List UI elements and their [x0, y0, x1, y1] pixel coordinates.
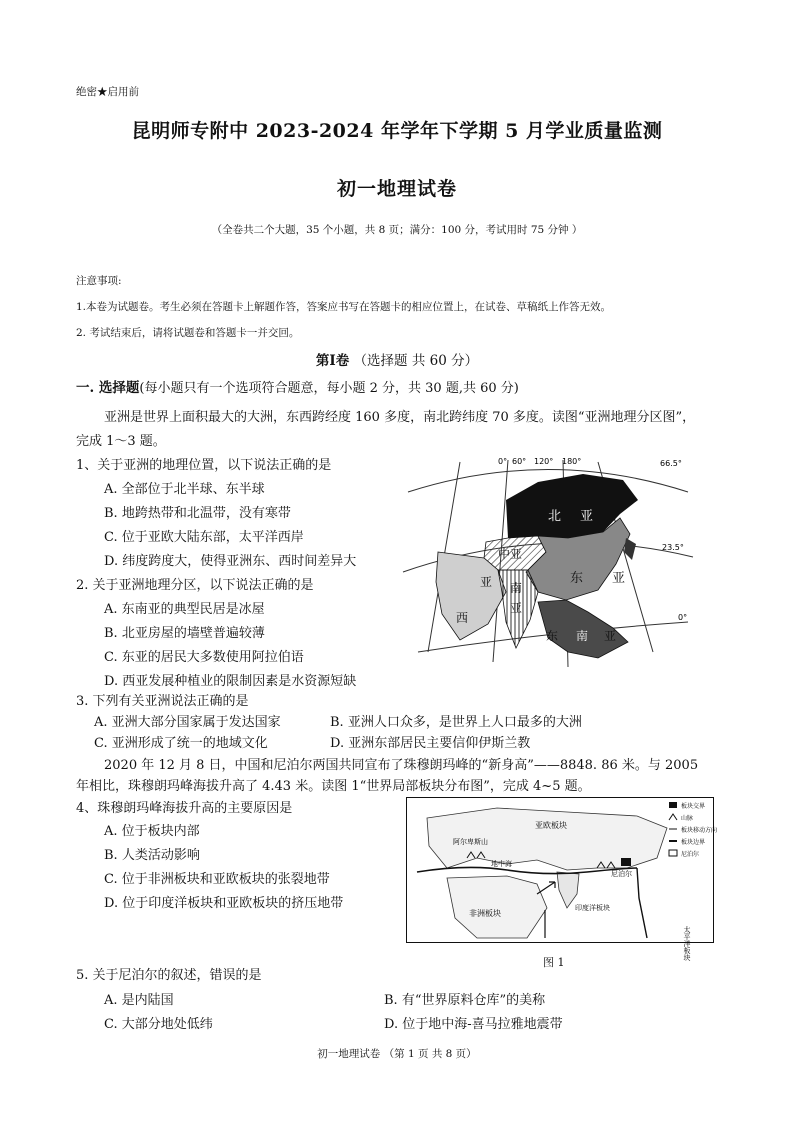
lat-label-23: 23.5° [662, 543, 684, 552]
question-2-option-d[interactable]: D. 西亚发展种植业的限制因素是水资源短缺 [104, 674, 357, 689]
exam-title: 昆明师专附中 2023-2024 年学年下学期 5 月学业质量监测 [131, 120, 663, 142]
label-mediterranean: 地中海 [491, 860, 512, 868]
label-west-2: 亚 [480, 575, 493, 589]
label-pacific-plate: 太平洋板块 [683, 926, 691, 961]
legend-item-5: 尼泊尔 [681, 851, 700, 858]
india-landmass [557, 872, 579, 908]
label-southeast-2: 南 [576, 629, 589, 643]
question-4-option-a[interactable]: A. 位于板块内部 [104, 824, 200, 839]
question-1-option-a[interactable]: A. 全部位于北半球、东半球 [104, 482, 265, 497]
label-east-2: 亚 [612, 571, 626, 586]
note-item-1: 1.本卷为试题卷。考生必须在答题卡上解题作答，答案应书写在答题卡的相应位置上，在试卷、草稿纸上作答无效。 [76, 301, 612, 313]
nepal-marker [621, 858, 631, 866]
question-4-option-b[interactable]: B. 人类活动影响 [104, 848, 200, 863]
question-3-option-c[interactable]: C. 亚洲形成了统一的地域文化 [94, 736, 268, 751]
question-1-option-c[interactable]: C. 位于亚欧大陆东部，太平洋西岸 [104, 530, 304, 545]
question-1-option-d[interactable]: D. 纬度跨度大，使得亚洲东、西时间差异大 [104, 554, 357, 569]
legend-swatch-2 [669, 814, 677, 820]
question-3-stem: 3. 下列有关亚洲说法正确的是 [76, 694, 249, 709]
question-2-option-b[interactable]: B. 北亚房屋的墙壁普遍较薄 [104, 626, 265, 641]
plate-distribution-map [406, 797, 718, 961]
question-1-stem: 1、关于亚洲的地理位置，以下说法正确的是 [76, 458, 332, 473]
label-west-1: 西 [456, 611, 469, 625]
question-4-option-d[interactable]: D. 位于印度洋板块和亚欧板块的挤压地带 [104, 896, 344, 911]
legend-item-2: 山脉 [681, 815, 694, 822]
label-alps: 阿尔卑斯山 [453, 838, 488, 846]
question-1-option-b[interactable]: B. 地跨热带和北温带，没有寒带 [104, 506, 291, 521]
question-2-stem: 2. 关于亚洲地理分区，以下说法正确的是 [76, 578, 314, 593]
notes-heading: 注意事项: [76, 275, 122, 287]
asia-region-map [398, 452, 698, 682]
question-3-option-d[interactable]: D. 亚洲东部居民主要信仰伊斯兰教 [330, 736, 531, 751]
label-south-2: 亚 [510, 601, 523, 615]
exam-meta: （全卷共二个大题，35 个小题，共 8 页；满分：100 分，考试用时 75 分钟 ） [211, 224, 583, 236]
section-label: 一. 选择题 [76, 380, 140, 396]
lat-label-0: 0° [678, 613, 688, 622]
label-north-2: 亚 [580, 509, 594, 524]
section-desc: (每小题只有一个选项符合题意，每小题 2 分，共 30 题,共 60 分) [139, 381, 519, 396]
asia-map-svg [398, 452, 698, 682]
plate-map-legend [669, 802, 717, 858]
lon-label-60: 60° [512, 457, 527, 466]
intro2-line2: 年相比，珠穆朗玛峰海拔升高了 4.43 米。读图 1“世界局部板块分布图”，完成 4~5 题。 [76, 779, 591, 794]
note-item-2: 2. 考试结束后，请将试题卷和答题卡一并交回。 [76, 327, 300, 339]
label-central: 中亚 [498, 547, 523, 561]
question-3-option-a[interactable]: A. 亚洲大部分国家属于发达国家 [94, 715, 281, 730]
part1-heading [0, 349, 794, 369]
label-nepal: 尼泊尔 [611, 870, 632, 878]
lat-label-66: 66.5° [660, 459, 682, 468]
exam-subtitle: 初一地理试卷 [336, 178, 457, 200]
legend-item-1: 板块交界 [681, 803, 706, 810]
question-4-option-c[interactable]: C. 位于非洲板块和亚欧板块的张裂地带 [104, 872, 330, 887]
plate-boundary-east [637, 868, 647, 938]
lon-label-180: 180° [562, 457, 582, 466]
intro1-line2: 完成 1～3 题。 [76, 434, 166, 449]
lon-label-120: 120° [534, 457, 554, 466]
plate-map-svg [407, 798, 718, 961]
label-southeast-1: 东 [546, 629, 559, 643]
label-indian-plate: 印度洋板块 [575, 904, 610, 912]
lon-label-0: 0° [498, 457, 508, 466]
africa-landmass [447, 876, 547, 938]
label-north-1: 北 [548, 509, 562, 524]
question-2-option-a[interactable]: A. 东南亚的典型民居是冰屋 [104, 602, 265, 617]
page-footer: 初一地理试卷 （第 1 页 共 8 页） [317, 1048, 477, 1060]
part1-subtitle: （选择题 共 60 分） [353, 353, 479, 369]
label-africa-plate: 非洲板块 [469, 909, 501, 918]
legend-item-3: 板块移动方向 [681, 827, 718, 834]
section-heading [76, 376, 519, 396]
question-5-option-a[interactable]: A. 是内陆国 [104, 993, 174, 1008]
legend-swatch-5 [669, 850, 677, 856]
question-4-stem: 4、珠穆朗玛峰海拔升高的主要原因是 [76, 801, 293, 816]
question-3-option-b[interactable]: B. 亚洲人口众多，是世界上人口最多的大洲 [330, 715, 582, 730]
intro1-line1: 亚洲是世界上面积最大的大洲，东西跨经度 160 多度，南北跨纬度 70 多度。读图“亚洲地理分区图”， [104, 410, 696, 425]
question-5-stem: 5. 关于尼泊尔的叙述，错误的是 [76, 968, 262, 983]
question-5-option-b[interactable]: B. 有“世界原料仓库”的美称 [384, 993, 546, 1008]
legend-swatch-1 [669, 802, 677, 808]
figure-1-caption: 图 1 [543, 956, 565, 969]
label-south-1: 南 [510, 581, 523, 595]
legend-item-4: 板块边界 [681, 839, 706, 846]
label-east-1: 东 [570, 571, 584, 586]
question-2-option-c[interactable]: C. 东亚的居民大多数使用阿拉伯语 [104, 650, 304, 665]
label-southeast-3: 亚 [604, 629, 617, 643]
plate-move-arrow [537, 882, 555, 894]
label-eurasia-plate: 亚欧板块 [535, 821, 567, 830]
part1-title: 第Ⅰ卷 [315, 353, 350, 369]
question-5-option-c[interactable]: C. 大部分地处低纬 [104, 1017, 213, 1032]
intro2-line1: 2020 年 12 月 8 日，中国和尼泊尔两国共同宣布了珠穆朗玛峰的“新身高”——8848. 86 米。与 2005 [104, 758, 699, 773]
secret-mark: 绝密★启用前 [76, 86, 139, 98]
question-5-option-d[interactable]: D. 位于地中海-喜马拉雅地震带 [384, 1017, 563, 1032]
